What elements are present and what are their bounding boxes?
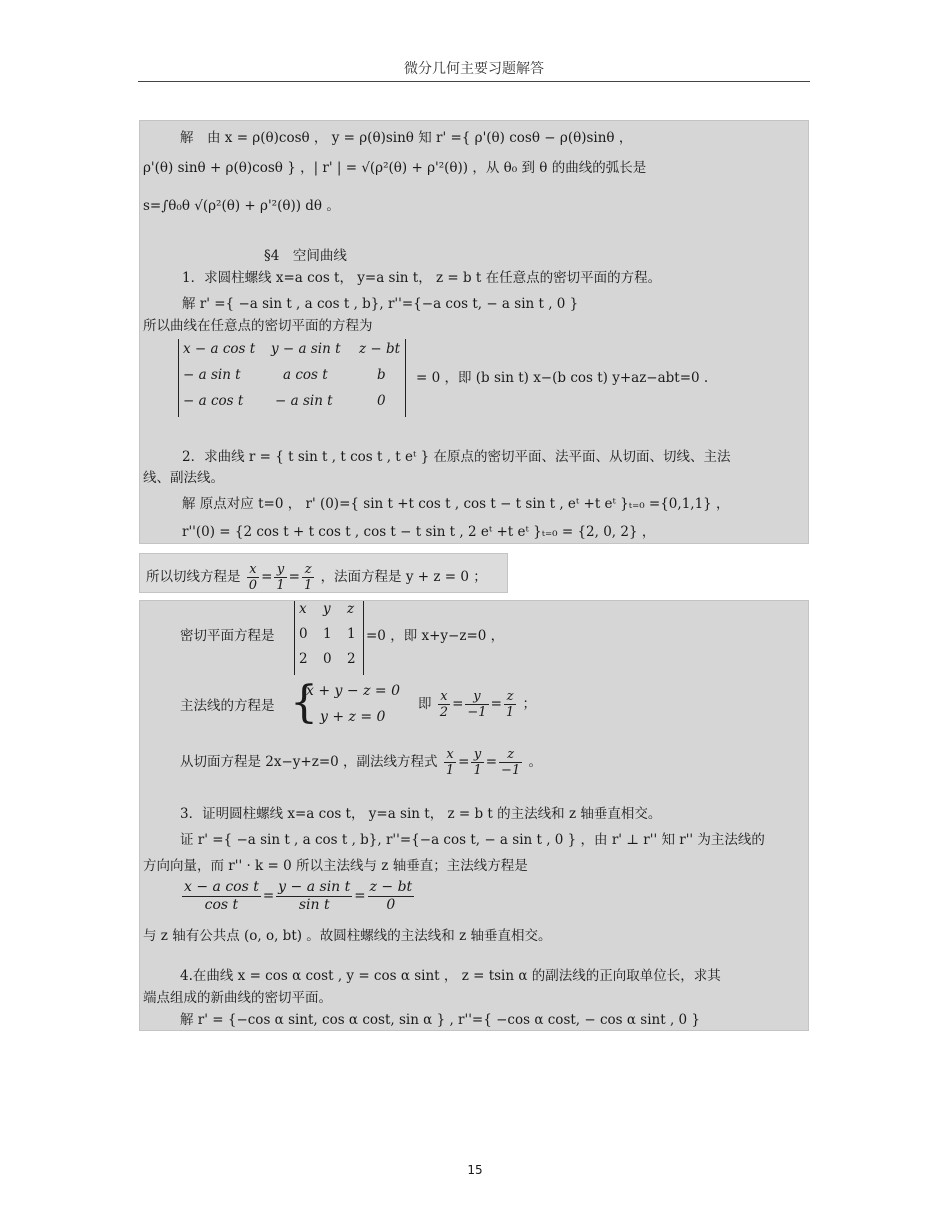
determinant-1 bbox=[178, 339, 406, 417]
question-4-line-2: 端点组成的新曲线的密切平面。 bbox=[143, 990, 332, 1006]
denominator: −1 bbox=[501, 763, 521, 778]
rectifying-text: 从切面方程是 2x−y+z=0 ，副法线方程式 bbox=[180, 754, 438, 770]
det1-cell: b bbox=[377, 367, 386, 383]
det2-cell: 1 bbox=[347, 626, 356, 642]
tangent-suffix: ，法面方程是 y + z = 0 ； bbox=[320, 569, 487, 585]
numerator: x bbox=[438, 689, 450, 705]
det2-cell: 0 bbox=[323, 651, 332, 667]
fraction bbox=[499, 747, 522, 778]
fraction bbox=[302, 562, 314, 593]
fraction bbox=[182, 879, 261, 914]
system-equation-2: y + z = 0 bbox=[320, 709, 386, 725]
det1-cell: 0 bbox=[377, 393, 386, 409]
numerator: y − a sin t bbox=[278, 879, 351, 895]
denominator: sin t bbox=[298, 897, 330, 913]
det2-cell: 0 bbox=[299, 626, 308, 642]
question-2-line-1: 2．求曲线 r = { t sin t , t cos t , t eᵗ } 在原点的密切平面、法平面、从切面、切线、主法 bbox=[182, 449, 731, 465]
denominator: −1 bbox=[467, 705, 487, 720]
numerator: z bbox=[504, 689, 516, 705]
denominator: 1 bbox=[473, 763, 482, 778]
fraction bbox=[471, 747, 483, 778]
page-header: 微分几何主要习题解答 bbox=[404, 61, 544, 77]
tangent-prefix: 所以切线方程是 bbox=[146, 569, 241, 585]
fraction bbox=[438, 689, 450, 720]
question-3-solution-2: 方向向量，而 r'' · k = 0 所以主法线与 z 轴垂直；主法线方程是 bbox=[143, 858, 528, 874]
question-3: 3．证明圆柱螺线 x=a cos t， y=a sin t， z = b t 的主法线和 z 轴垂直相交。 bbox=[180, 806, 662, 822]
numerator: z bbox=[302, 562, 314, 578]
question-3-normal-equation: $\frac{\text{x − a cos t}}{\text{cos t}}$ = $\frac{\text{y − a sin t}}{\text{sin t}}$ = $\frac{z - bt}{0}$ bbox=[184, 879, 413, 913]
fraction bbox=[247, 562, 259, 593]
numerator: y bbox=[274, 562, 286, 578]
numerator: x bbox=[444, 747, 456, 763]
denominator: cos t bbox=[204, 897, 239, 913]
ie-label: 即 bbox=[418, 696, 432, 712]
arc-length-line-3: s=∫θ₀θ √(ρ²(θ) + ρ'²(θ)) dθ 。 bbox=[143, 198, 340, 214]
principal-normal-label: 主法线的方程是 bbox=[180, 698, 275, 714]
det2-cell: x bbox=[299, 601, 307, 617]
numerator: z bbox=[499, 747, 522, 763]
numerator: x bbox=[247, 562, 259, 578]
question-3-conclusion: 与 z 轴有公共点 (o, o, bt) 。故圆柱螺线的主法线和 z 轴垂直相交。 bbox=[143, 928, 552, 944]
question-4-solution: 解 r' = {−cos α sint, cos α cost, sin α } , r''={ −cos α cost, − cos α sint , 0 } bbox=[180, 1012, 701, 1028]
fraction bbox=[368, 879, 415, 914]
det2-cell: y bbox=[323, 601, 331, 617]
det2-cell: 1 bbox=[323, 626, 332, 642]
rectifying-end: 。 bbox=[528, 754, 543, 770]
scanned-block-c bbox=[139, 600, 809, 1031]
osculating-tail: =0 ，即 x+y−z=0 ， bbox=[366, 628, 505, 644]
question-2-solution-1: 解 原点对应 t=0 ， r' (0)={ sin t +t cos t , cos t − t sin t , eᵗ +t eᵗ }ₜ₌₀ ={0,1,1} ， bbox=[182, 496, 730, 512]
system-equation-1: x + y − z = 0 bbox=[306, 683, 400, 699]
det1-cell: x − a cos t bbox=[183, 341, 256, 357]
det1-cell: − a sin t bbox=[183, 367, 241, 383]
arc-length-line-2: ρ'(θ) sinθ + ρ(θ)cosθ } ，| r' | = √(ρ²(θ) + ρ'²(θ)) ，从 θ₀ 到 θ 的曲线的弧长是 bbox=[143, 160, 647, 176]
determinant-1-tail: = 0 ，即 (b sin t) x−(b cos t) y+az−abt=0 . bbox=[416, 370, 709, 386]
numerator: z − bt bbox=[369, 879, 413, 895]
numerator: y bbox=[465, 689, 488, 705]
rectifying-line: 从切面方程是 2x−y+z=0 ，副法线方程式 $\frac{x}{1}$ = $\frac{y}{1}$ = $\frac{z}{-1}$ 。 bbox=[180, 747, 543, 778]
section-title: §4 空间曲线 bbox=[264, 248, 347, 264]
numerator: x − a cos t bbox=[184, 879, 259, 895]
denominator: 1 bbox=[505, 705, 515, 720]
denominator: 0 bbox=[386, 897, 396, 913]
det2-cell: z bbox=[347, 601, 355, 617]
question-3-solution-1: 证 r' ={ −a sin t , a cos t , b}, r''={−a cos t, − a sin t , 0 } ，由 r' ⊥ r'' 知 r'' 为主法线的 bbox=[180, 832, 765, 848]
det1-cell: a cos t bbox=[283, 367, 328, 383]
det2-cell: 2 bbox=[299, 651, 308, 667]
denominator: 1 bbox=[303, 578, 313, 593]
header-rule bbox=[138, 81, 810, 82]
question-1-text: 所以曲线在任意点的密切平面的方程为 bbox=[143, 318, 373, 334]
question-2-line-2: 线、副法线。 bbox=[143, 470, 224, 486]
page-number: 15 bbox=[467, 1163, 483, 1177]
tangent-line-equation: 所以切线方程是 $\frac{x}{0}$ = $\frac{y}{1}$ = $\frac{z}{1}$ ，法面方程是 y + z = 0 ； bbox=[146, 562, 487, 593]
determinant-2 bbox=[294, 601, 364, 675]
denominator: 1 bbox=[276, 578, 285, 593]
fraction bbox=[444, 747, 456, 778]
fraction bbox=[276, 879, 352, 914]
question-1: 1．求圆柱螺线 x=a cos t， y=a sin t， z = b t 在任意点的密切平面的方程。 bbox=[182, 270, 662, 286]
question-4-line-1: 4.在曲线 x = cos α cost , y = cos α sint ， z = tsin α 的副法线的正向取单位长，求其 bbox=[180, 968, 721, 984]
question-1-solution: 解 r' ={ −a sin t , a cos t , b}, r''={−a cos t, − a sin t , 0 } bbox=[182, 296, 579, 312]
det1-cell: y − a sin t bbox=[271, 341, 341, 357]
system-brace: { bbox=[290, 677, 318, 728]
fraction bbox=[504, 689, 516, 720]
det2-cell: 2 bbox=[347, 651, 356, 667]
osculating-label: 密切平面方程是 bbox=[180, 628, 275, 644]
question-2-solution-2: r''(0) = {2 cos t + t cos t , cos t − t sin t , 2 eᵗ +t eᵗ }ₜ₌₀ = {2, 0, 2} ， bbox=[182, 524, 656, 540]
normal-end: ； bbox=[522, 696, 536, 712]
denominator: 1 bbox=[445, 763, 455, 778]
fraction bbox=[274, 562, 286, 593]
scanned-block-b bbox=[139, 553, 508, 593]
principal-normal-equation: 即 $\frac{x}{2}$ = $\frac{y}{-1}$ = $\frac{z}{1}$ ； bbox=[418, 689, 536, 720]
det1-cell: − a sin t bbox=[275, 393, 333, 409]
det1-cell: − a cos t bbox=[183, 393, 244, 409]
denominator: 2 bbox=[439, 705, 449, 720]
det1-cell: z − bt bbox=[359, 341, 401, 357]
arc-length-line-1: 解 由 x = ρ(θ)cosθ ， y = ρ(θ)sinθ 知 r' ={ ρ'(θ) cosθ − ρ(θ)sinθ ， bbox=[180, 130, 633, 146]
fraction bbox=[465, 689, 488, 720]
numerator: y bbox=[471, 747, 483, 763]
scanned-block-a bbox=[139, 120, 809, 544]
denominator: 0 bbox=[248, 578, 258, 593]
